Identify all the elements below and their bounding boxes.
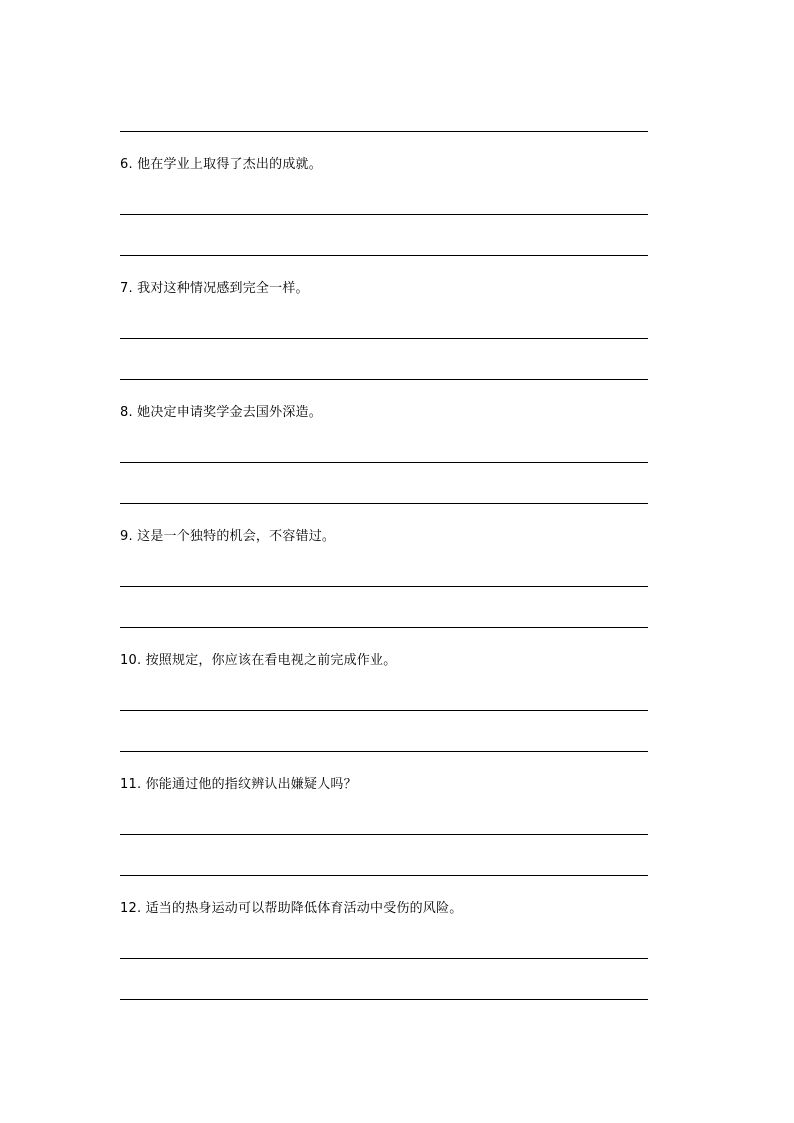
question-12: 12. 适当的热身运动可以帮助降低体育活动中受伤的风险。 [120, 901, 463, 916]
question-7: 7. 我对这种情况感到完全一样。 [120, 281, 309, 296]
answer-line [120, 751, 648, 752]
answer-line [120, 214, 648, 215]
question-6: 6. 他在学业上取得了杰出的成就。 [120, 157, 322, 172]
answer-line [120, 338, 648, 339]
question-8: 8. 她决定申请奖学金去国外深造。 [120, 405, 322, 420]
answer-line [120, 710, 648, 711]
answer-line [120, 834, 648, 835]
question-9: 9. 这是一个独特的机会，不容错过。 [120, 529, 336, 544]
question-11: 11. 你能通过他的指纹辨认出嫌疑人吗？ [120, 777, 357, 792]
answer-line [120, 999, 648, 1000]
answer-line [120, 255, 648, 256]
answer-line [120, 958, 648, 959]
answer-line [120, 462, 648, 463]
answer-line [120, 875, 648, 876]
question-10: 10. 按照规定，你应该在看电视之前完成作业。 [120, 653, 397, 668]
answer-line [120, 586, 648, 587]
answer-line [120, 627, 648, 628]
answer-line [120, 503, 648, 504]
answer-line [120, 379, 648, 380]
answer-line [120, 131, 648, 132]
